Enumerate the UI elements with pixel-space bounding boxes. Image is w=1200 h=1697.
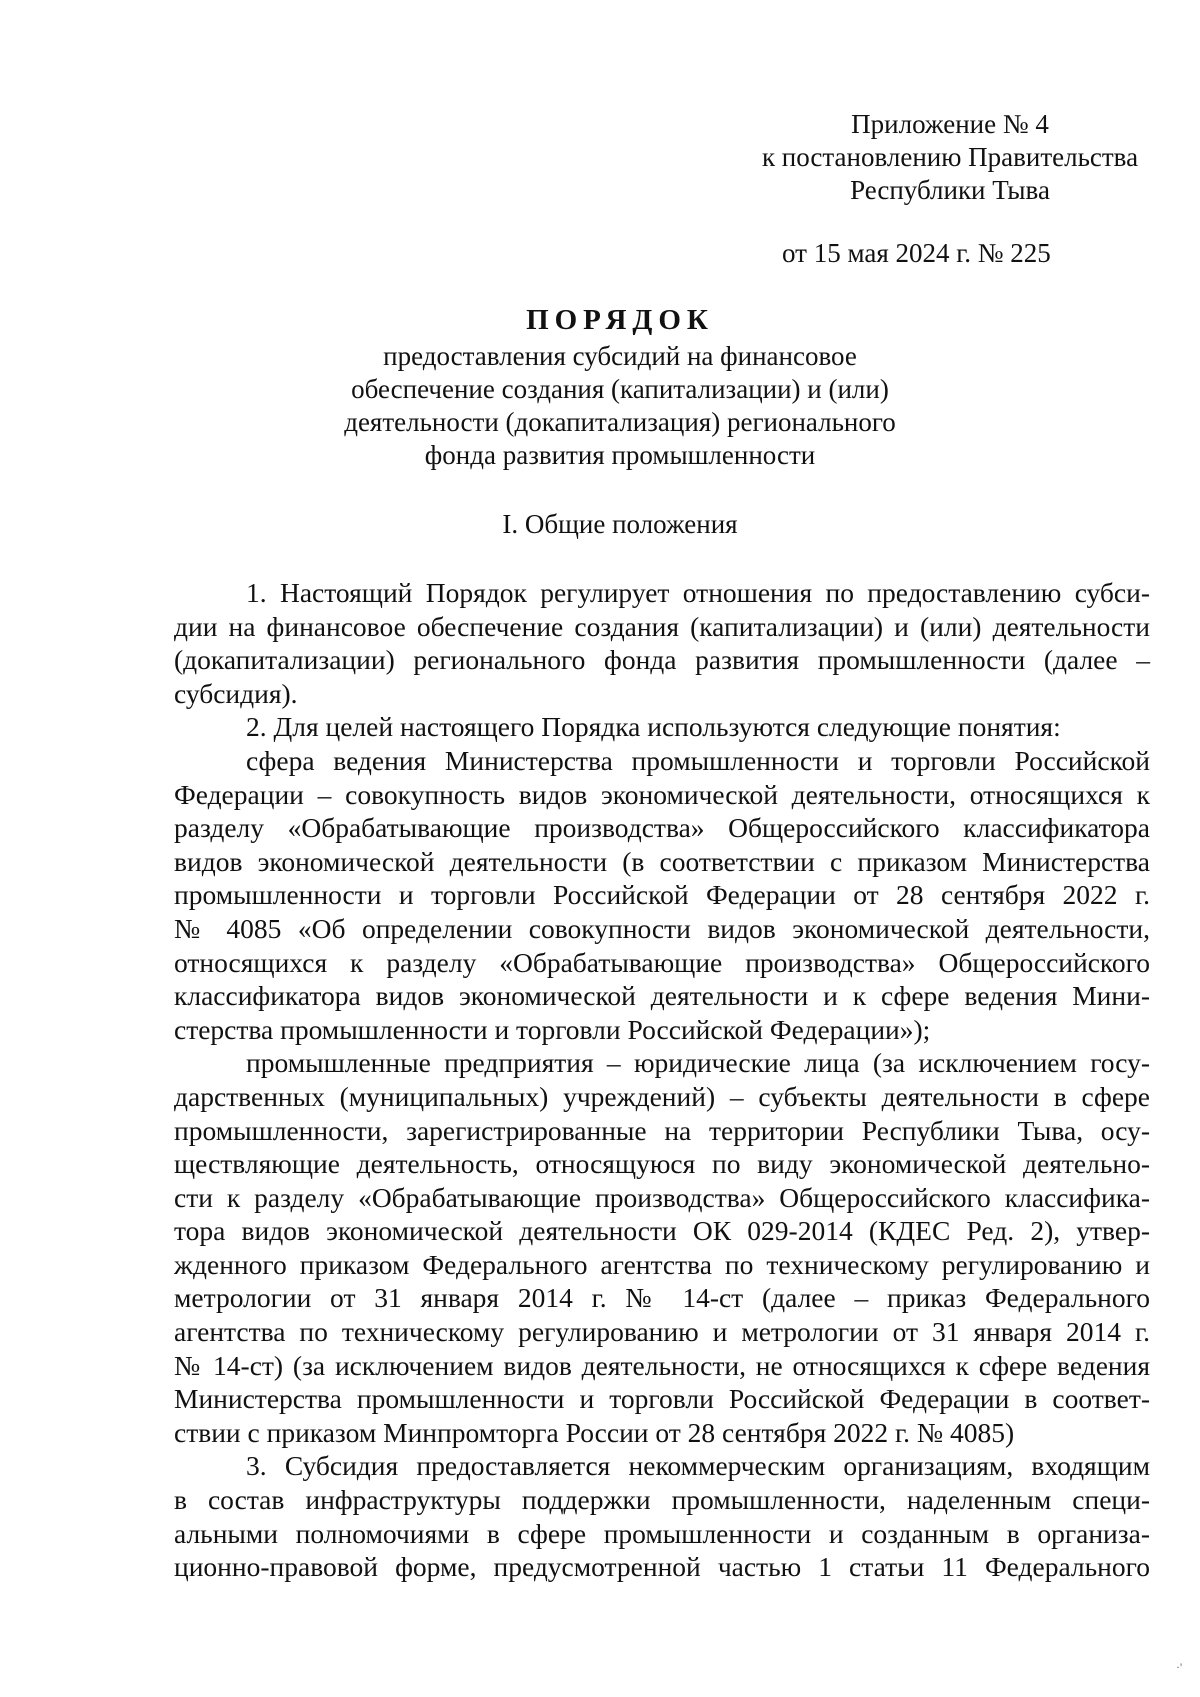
body-line: агентства по техническому регулированию и метрологии от 31 января 2014 г. — [174, 1316, 1150, 1348]
body-line: Министерства промышленности и торговли Российской Федерации в соответ- — [174, 1383, 1150, 1415]
body-line: 3. Субсидия предоставляется некоммерческим организациям, входящим — [246, 1450, 1150, 1482]
appendix-number: Приложение № 4 — [851, 109, 1049, 139]
body-line: промышленности, зарегистрированные на территории Республики Тыва, осу- — [174, 1114, 1150, 1146]
body-line: стерства промышленности и торговли Российской Федерации»); — [174, 1013, 931, 1045]
body-line: 2. Для целей настоящего Порядка используются следующие понятия: — [246, 711, 1061, 743]
body-line: сфера ведения Министерства промышленности и торговли Российской — [246, 744, 1150, 776]
document-subtitle — [240, 340, 1000, 472]
section-heading: I. Общие положения — [502, 509, 738, 539]
body-line: сти к разделу «Обрабатывающие производства» Общероссийского классифика- — [174, 1181, 1150, 1213]
body-line: промышленности и торговли Российской Федерации от 28 сентября 2022 г. — [174, 879, 1150, 911]
subtitle-line: деятельности (докапитализация) регионального — [344, 407, 896, 437]
body-line: метрологии от 31 января 2014 г. № 14-ст (далее – приказ Федерального — [174, 1282, 1150, 1314]
title-block — [240, 300, 1000, 472]
subtitle-line: обеспечение создания (капитализации) и (или) — [351, 374, 889, 404]
body-line: ствии с приказом Минпромторга России от 28 сентября 2022 г. № 4085) — [174, 1416, 1015, 1448]
body-line: ществляющие деятельность, относящуюся по виду экономической деятельно- — [174, 1148, 1150, 1180]
subtitle-line: фонда развития промышленности — [424, 440, 816, 470]
appendix-reference: к постановлению Правительства — [761, 142, 1139, 172]
body-line: видов экономической деятельности (в соответствии с приказом Министерства — [174, 845, 1150, 877]
body-line: Федерации – совокупность видов экономической деятельности, относящихся к — [174, 778, 1150, 810]
body-line: 1. Настоящий Порядок регулирует отношения по предоставлению субси- — [246, 577, 1150, 608]
body-line: тора видов экономической деятельности ОК 029-2014 (КДЕС Ред. 2), утвер- — [174, 1215, 1150, 1247]
body-line: субсидия). — [174, 677, 298, 709]
body-line: классификатора видов экономической деятельности и к сфере ведения Мини- — [174, 980, 1150, 1012]
appendix-date: от 15 мая 2024 г. № 225 — [782, 238, 1051, 268]
body-line: альными полномочиями в сфере промышленности и созданным в организа- — [174, 1517, 1150, 1549]
document-title: ПОРЯДОК — [526, 304, 714, 336]
body-line: разделу «Обрабатывающие производства» Общероссийского классификатора — [174, 812, 1150, 844]
body-line: относящихся к разделу «Обрабатывающие производства» Общероссийского — [174, 946, 1150, 978]
body-line: в состав инфраструктуры поддержки промышленности, наделенным специ- — [174, 1484, 1150, 1516]
body-line: промышленные предприятия – юридические лица (за исключением госу- — [246, 1047, 1150, 1079]
subtitle-line: предоставления субсидий на финансовое — [383, 341, 857, 371]
body-line: № 4085 «Об определении совокупности видов экономической деятельности, — [174, 912, 1150, 944]
scan-speck: ·' — [1176, 1660, 1183, 1674]
body-line: дарственных (муниципальных) учреждений) – субъекты деятельности в сфере — [174, 1080, 1150, 1112]
body-line: дии на финансовое обеспечение создания (капитализации) и (или) деятельности — [174, 610, 1150, 642]
appendix-authority: Республики Тыва — [850, 175, 1050, 205]
body-text — [174, 576, 1150, 1584]
body-line: № 14-ст) (за исключением видов деятельности, не относящихся к сфере ведения — [174, 1349, 1150, 1381]
body-line: ционно-правовой форме, предусмотренной частью 1 статьи 11 Федерального — [174, 1551, 1150, 1583]
appendix-block — [740, 108, 1160, 270]
body-line: жденного приказом Федерального агентства по техническому регулированию и — [174, 1248, 1150, 1280]
body-line: (докапитализации) регионального фонда развития промышленности (далее – — [174, 644, 1150, 676]
